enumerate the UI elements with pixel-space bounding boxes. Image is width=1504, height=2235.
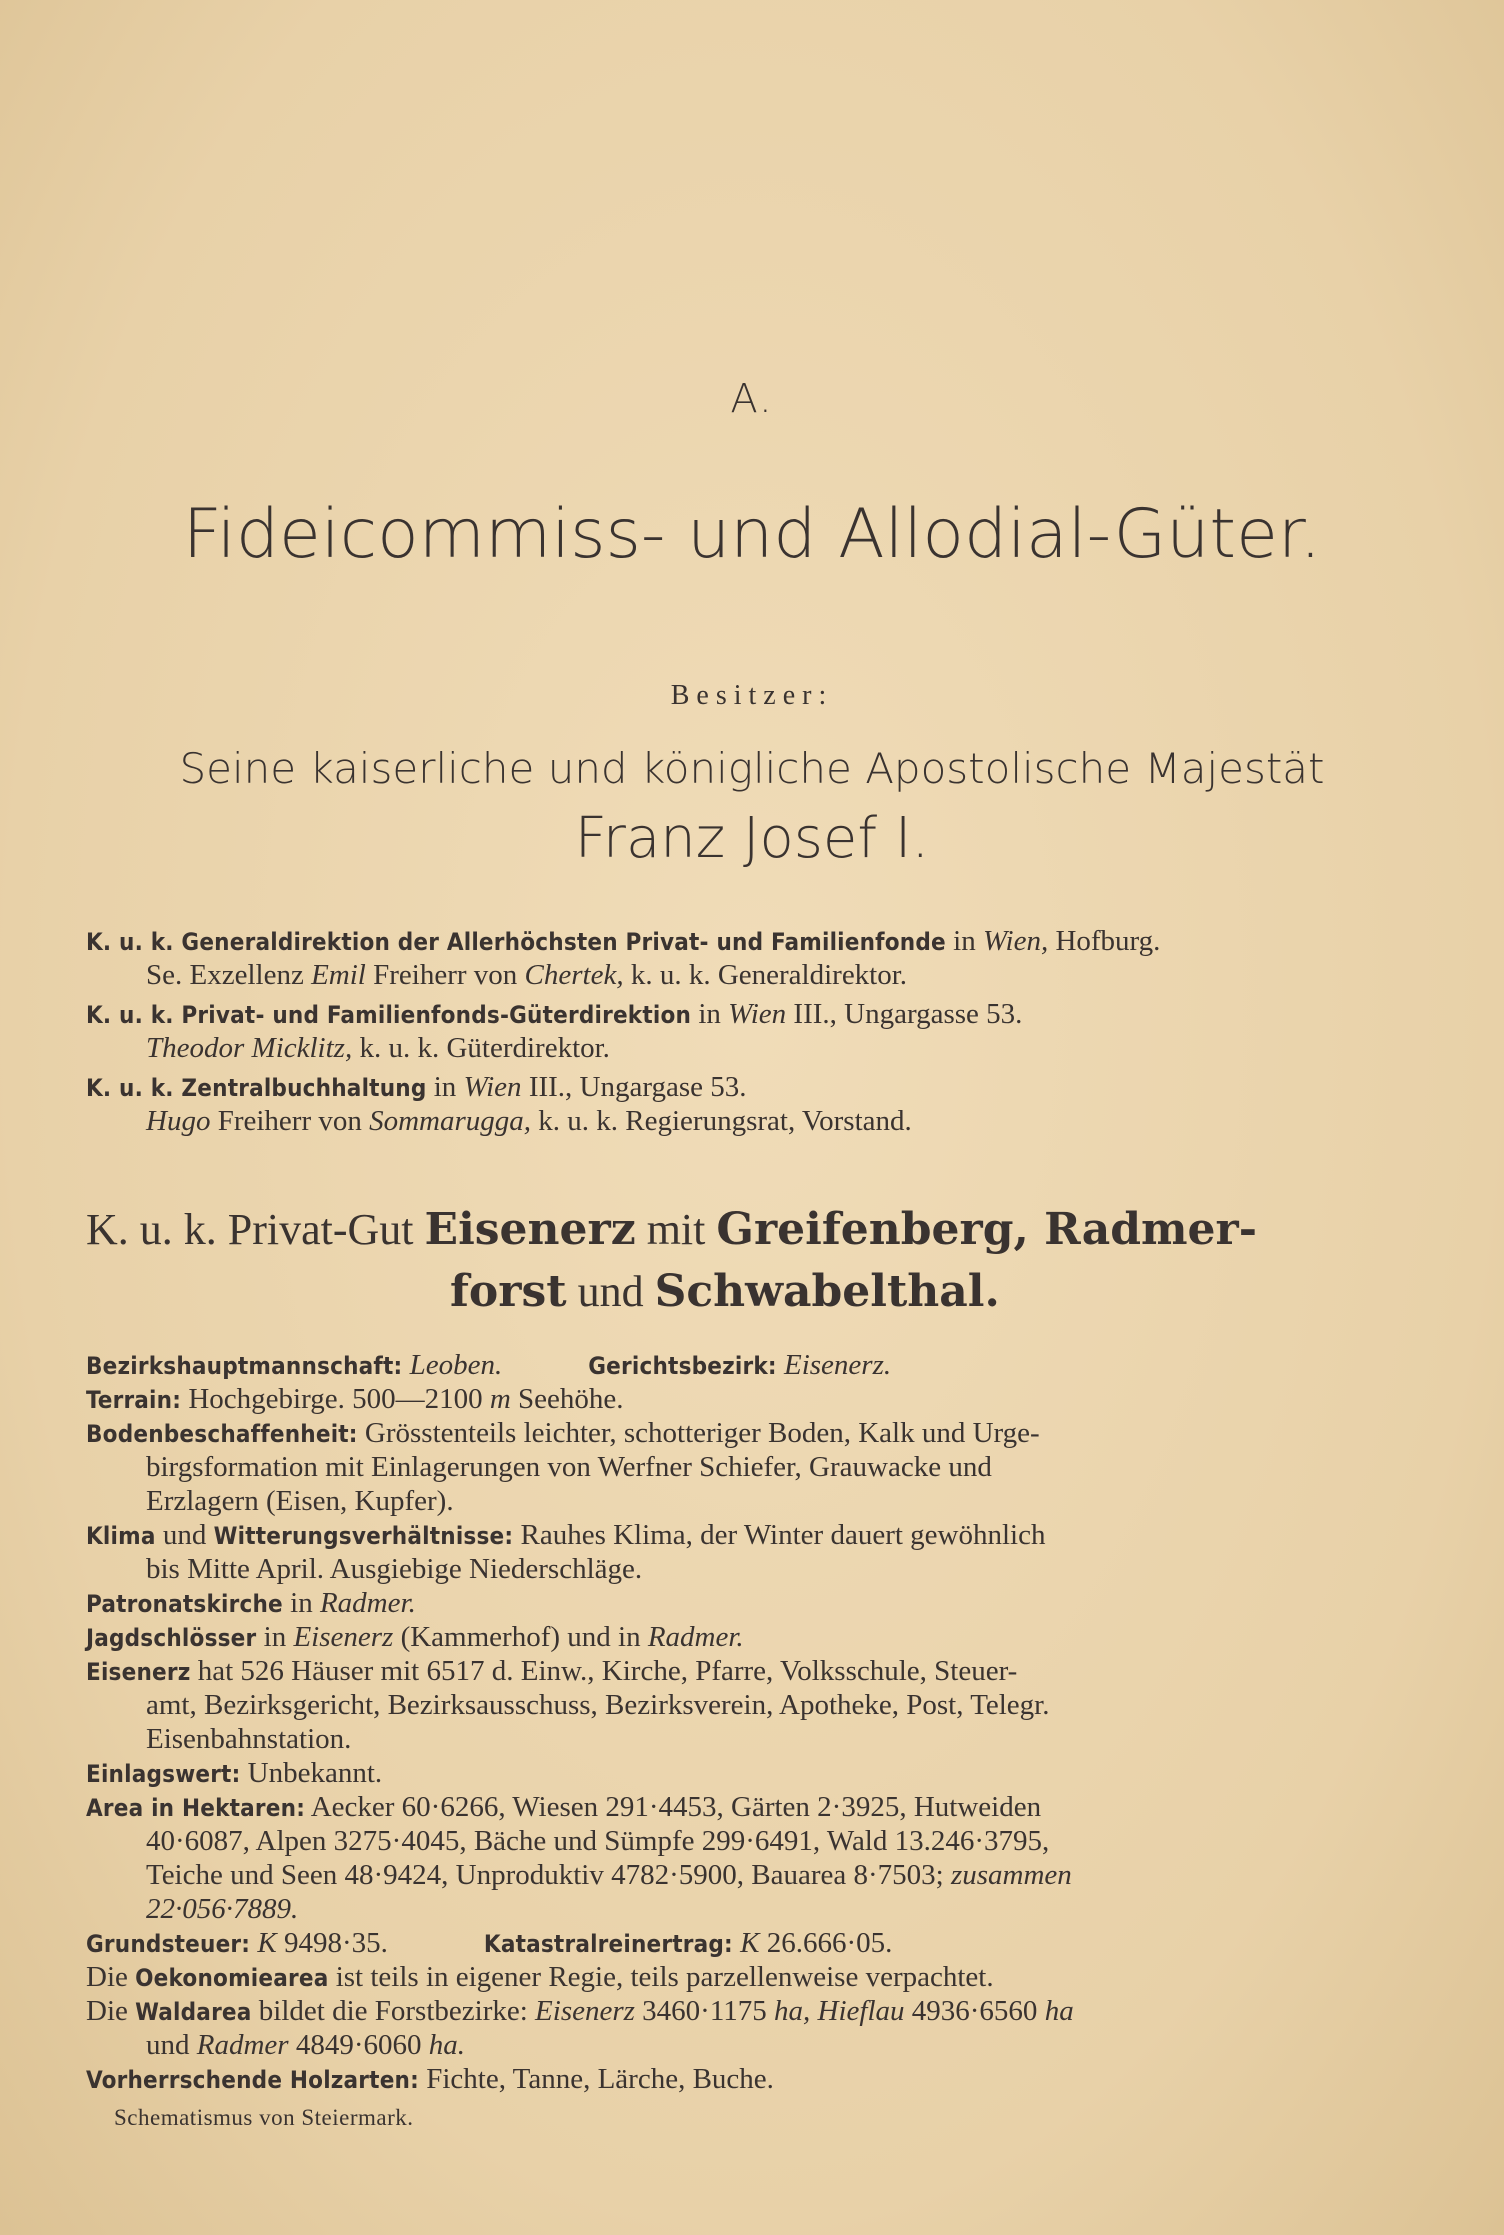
entry-value: Eisenerz.: [784, 1349, 892, 1381]
entry-label: Witterungsverhältnisse:: [213, 1522, 514, 1550]
owner-label: Besitzer:: [670, 680, 834, 711]
admin-line-gueterdirektion: K. u. k. Privat- und Familienfonds-Güterdirektion in Wien III., Ungargasse 53.: [86, 998, 1023, 1030]
city-name: Wien,: [982, 925, 1049, 957]
entry-continuation: 40·6087, Alpen 3275·4045, Bäche und Sümpfe 299·6491, Wald 13.246·3795,: [146, 1825, 1050, 1857]
entry-continuation: Eisenbahnstation.: [146, 1723, 352, 1755]
entry-terrain: Terrain: Hochgebirge. 500—2100 m Seehöhe.: [86, 1383, 624, 1415]
entry-label: Vorherrschende Holzarten:: [86, 2066, 419, 2094]
entry-label: Grundsteuer:: [86, 1930, 251, 1958]
entry-continuation: und Radmer 4849·6060 ha.: [146, 2029, 465, 2061]
city-name: Wien: [463, 1071, 522, 1103]
entry-label: Einlagswert:: [86, 1760, 241, 1788]
admin-line-vorstand: Hugo Freiherr von Sommarugga, k. u. k. Regierungsrat, Vorstand.: [146, 1105, 912, 1137]
admin-office-label: K. u. k. Generaldirektion der Allerhöchsten Privat- und Familienfonde: [86, 928, 946, 956]
entry-grundsteuer: Grundsteuer: K 9498·35. Katastralreinertrag: K 26.666·05.: [86, 1927, 893, 1959]
entry-continuation: bis Mitte April. Ausgiebige Niederschläge.: [146, 1553, 643, 1585]
entry-continuation: birgsformation mit Einlagerungen von Werfner Schiefer, Grauwacke und: [146, 1451, 992, 1483]
estate-heading-line2: forst und Schwabelthal.: [450, 1266, 1000, 1317]
entry-continuation: Teiche und Seen 48·9424, Unproduktiv 4782·5900, Bauarea 8·7503; zusammen: [146, 1859, 1072, 1891]
entry-continuation: Erzlagern (Eisen, Kupfer).: [146, 1485, 454, 1517]
owner-name: Franz Josef I.: [574, 806, 930, 871]
estate-name: Eisenerz: [424, 1204, 636, 1255]
entry-label: Terrain:: [86, 1386, 182, 1414]
person-surname: Sommarugga,: [369, 1105, 532, 1137]
entry-continuation: [146, 1892, 1476, 1927]
entry-label: Bezirkshauptmannschaft:: [86, 1352, 403, 1380]
page-title: Fideicommiss- und Allodial-Güter.: [182, 495, 1322, 574]
entry-oekonomiearea: Die Oekonomiearea ist teils in eigener Regie, teils parzellenweise verpachtet.: [86, 1961, 994, 1993]
person-name: Emil: [311, 959, 366, 991]
city-name: Wien: [728, 998, 787, 1030]
person-surname: Chertek,: [524, 959, 624, 991]
admin-line-zentralbuchhaltung: K. u. k. Zentralbuchhaltung in Wien III., Ungargase 53.: [86, 1071, 747, 1103]
owner-title-line: Seine kaiserliche und königliche Apostolische Majestät: [179, 744, 1325, 793]
entry-bezirkshauptmannschaft: [86, 1348, 1416, 1383]
entry-patronatskirche: Patronatskirche in Radmer.: [86, 1587, 416, 1619]
estate-heading-line1: K. u. k. Privat-Gut Eisenerz mit Greifenberg, Radmer-: [86, 1204, 1257, 1255]
section-letter: A.: [730, 376, 774, 422]
entry-klima: Klima und Witterungsverhältnisse: Rauhes Klima, der Winter dauert gewöhnlich: [86, 1519, 1046, 1551]
person-name: Hugo: [146, 1105, 211, 1137]
entry-label: Bodenbeschaffenheit:: [86, 1420, 358, 1448]
entry-value: Eisenerz: [293, 1621, 394, 1653]
entry-label: Jagdschlösser: [86, 1624, 257, 1652]
entry-label: Waldarea: [135, 1998, 252, 2026]
admin-line-generaldirektor: Se. Exzellenz Emil Freiherr von Chertek, k. u. k. Generaldirektor.: [146, 959, 908, 991]
entry-label: Klima: [86, 1522, 156, 1550]
estate-name: forst: [450, 1266, 567, 1317]
entry-label: Katastralreinertrag:: [483, 1930, 733, 1958]
entry-value: Radmer.: [319, 1587, 416, 1619]
entry-jagdschloesser: Jagdschlösser in Eisenerz (Kammerhof) und in Radmer.: [86, 1621, 744, 1653]
admin-office-label: K. u. k. Zentralbuchhaltung: [86, 1074, 427, 1102]
entry-eisenerz: Eisenerz hat 526 Häuser mit 6517 d. Einw., Kirche, Pfarre, Volksschule, Steuer-: [86, 1655, 1018, 1687]
entry-value: Leoben.: [409, 1349, 503, 1381]
admin-line-generaldirektion: K. u. k. Generaldirektion der Allerhöchsten Privat- und Familienfonde in Wien, Hofburg.: [86, 925, 1161, 957]
admin-line-gueterdirektor: Theodor Micklitz, k. u. k. Güterdirektor.: [146, 1032, 610, 1064]
entry-value: Radmer.: [647, 1621, 744, 1653]
currency-symbol: K: [732, 1927, 760, 1959]
area-total: 22·056·7889.: [146, 1893, 299, 1925]
entry-waldarea: Die Waldarea bildet die Forstbezirke: Eisenerz 3460·1175 ha, Hieflau 4936·6560 ha: [86, 1995, 1074, 2027]
estate-name: Schwabelthal.: [654, 1266, 1000, 1317]
currency-symbol: K: [250, 1927, 277, 1959]
entry-holzarten: Vorherrschende Holzarten: Fichte, Tanne, Lärche, Buche.: [86, 2063, 774, 2095]
estate-name: Greifenberg, Radmer-: [716, 1204, 1257, 1255]
person-name: Theodor Micklitz,: [146, 1032, 353, 1064]
entry-label: Eisenerz: [86, 1658, 191, 1686]
entry-label: Oekonomiearea: [135, 1964, 329, 1992]
entry-bodenbeschaffenheit: Bodenbeschaffenheit: Grösstenteils leichter, schotteriger Boden, Kalk und Urge-: [86, 1417, 1040, 1449]
page-footer: Schematismus von Steiermark.: [114, 2105, 414, 2130]
entry-label: Area in Hektaren:: [86, 1794, 306, 1822]
entry-area: Area in Hektaren: Aecker 60·6266, Wiesen 291·4453, Gärten 2·3925, Hutweiden: [86, 1791, 1042, 1823]
entry-continuation: amt, Bezirksgericht, Bezirksausschuss, Bezirksverein, Apotheke, Post, Telegr.: [146, 1689, 1050, 1721]
entry-label: Patronatskirche: [86, 1590, 283, 1618]
entry-einlagswert: Einlagswert: Unbekannt.: [86, 1757, 383, 1789]
entry-label: Gerichtsbezirk:: [588, 1352, 777, 1380]
admin-office-label: K. u. k. Privat- und Familienfonds-Güterdirektion: [86, 1001, 692, 1029]
